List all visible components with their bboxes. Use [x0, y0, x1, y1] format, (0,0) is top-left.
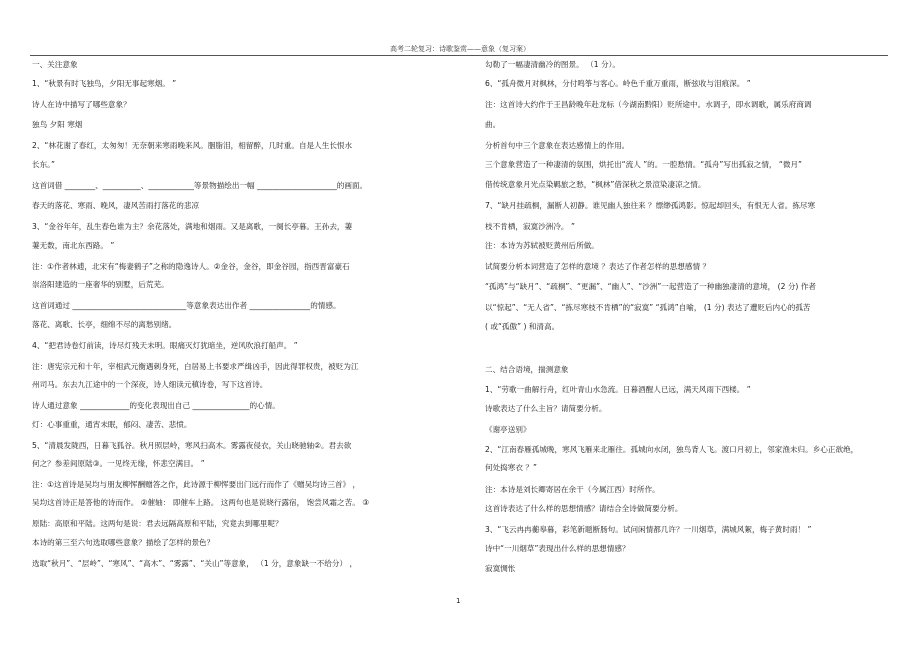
text-line: 借传统意象月光点染羁旅之愁，“枫林”借深秋之景渲染凄凉之情。 — [485, 180, 706, 189]
text-line: 吴均这首诗正是答他的诗而作。 ②催轴： 即催车上路。 这两句也是说晓行露宿， 饱尝风霜之苦。 ③ — [32, 498, 370, 507]
text-line: 5、“清晨发陇西，日暮飞狐谷。秋月照层岭，寒风扫高木。雾露夜侵衣，关山晓驰轴②。君去欲 — [32, 441, 352, 450]
text-line: 寂寞惆怅 — [485, 564, 516, 573]
text-line: 注：本诗为苏轼被贬黄州后所做。 — [485, 241, 599, 250]
text-line: 1、“劳歌一曲解行舟，红叶青山水急流。日暮酒醒人已远，满天风雨下西楼。 ” — [485, 385, 751, 394]
text-line: 三个意象营造了一种凄清的氛围，烘托出“流人 ”的。一腔愁情。“孤舟”写出孤寂之情， “微月” — [485, 160, 802, 169]
text-line: 注：本诗是刘长卿寄居在余干（今属江西）时所作。 — [485, 485, 660, 494]
text-line: 《谢亭送别》 — [485, 425, 531, 434]
text-line: 何处捣寒衣 ？” — [485, 463, 537, 472]
text-line: 萋无数，南北东西路。 ” — [32, 241, 115, 250]
text-line: 3、“飞云冉冉蘅皋暮，彩笔新题断肠句。试问闲情都几许？一川烟草，满城风絮，梅子黄时雨！ ” — [485, 525, 812, 534]
text-line: 注：唐宪宗元和十年，宰相武元衡遇刺身死，白居易上书要求严缉凶手，因此得罪权贵，被贬为江 — [32, 362, 359, 371]
text-line: 曲。 — [485, 120, 501, 129]
text-line: 崇洛阳建造的一座奢华的别墅，后荒芜。 — [32, 280, 169, 289]
page-header: 高考二轮复习：诗歌鉴赏——意象（复习案） — [390, 45, 530, 53]
text-line: 何之？参差间原陆③。一见终无缘，怀悲空满目。 ” — [32, 459, 205, 468]
text-line: 二、结合语境，揣测意象 — [485, 365, 569, 374]
text-line: 灯：心事重重，通宵未眠，郁闷、凄苦、悲愤。 — [32, 420, 192, 429]
text-line: 7、“缺月挂疏桐，漏断人初静。谁见幽人独往来 ？缥缈孤鸿影。惊起却回头，有恨无人省。拣尽寒 — [485, 201, 816, 210]
text-line: 州司马。东去九江途中的一个深夜，诗人细读元稹诗卷，写下这首诗。 — [32, 380, 268, 389]
text-line: 诗歌表达了什么主旨？请简要分析。 — [485, 404, 607, 413]
text-line: 一、关注意象 — [32, 60, 78, 69]
text-line: 4、“把君诗卷灯前读，诗尽灯残天未明。眼痛灭灯犹暗坐，逆风吹浪打船声。 ” — [32, 341, 298, 350]
text-line: 以“惊起”、“无人省”、“拣尽寒枝不肯栖”的“寂寞” “孤鸿”自喻， (1 分) 表达了遭贬后内心的孤苦 — [485, 303, 811, 312]
header-rule — [30, 55, 888, 56]
page-number: 1 — [456, 597, 461, 605]
text-line: 落花、离歌、长亭，细绵不尽的离愁别绪。 — [32, 320, 177, 329]
text-line: 这首词通过 ______________________________等意象表达出作者 ________________的情感。 — [32, 301, 341, 310]
text-line: 2、“江南春雁孤城晚，寒风飞雁来北雁往。孤城向水闭，独鸟背人飞。渡口月初上，邻家渔未归。乡心正欲绝， — [485, 445, 859, 454]
text-line: 2、“林花谢了春红，太匆匆！无奈朝来寒雨晚来风。胭脂泪，相留醉，几时重。自是人生长恨水 — [32, 141, 353, 150]
text-line: 枝不肯栖，寂寞沙洲冷。 ” — [485, 222, 575, 231]
text-line: 诗人通过意象 _____________的变化表现出自己 _______________的心情。 — [32, 401, 280, 410]
text-line: 1、“秋景有时飞独鸟，夕阳无事起寒烟。 ” — [32, 79, 177, 88]
text-line: 3、“金谷年年，乱生春色谁为主？余花落处，满地和烟雨。又是离歌，一阕长亭暮。王孙去，萋 — [32, 222, 353, 231]
text-line: 诗中“一川烟草”表现出什么样的思想情感？ — [485, 544, 630, 553]
text-line: 注：这首诗大约作于王昌龄晚年赴龙标（今湖南黔阳）贬所途中。水调子，即水调歌，属乐府商调 — [485, 100, 812, 109]
text-line: 长东。” — [32, 160, 55, 169]
text-line: 试简要分析本词营造了怎样的意境 ？表达了作者怎样的思想感情 ？ — [485, 262, 711, 271]
text-line: 独鸟 夕阳 寒烟 — [32, 120, 83, 129]
text-line: 原陆：高原和平陆。这两句是说：君去远隔高原和平陆，究竟去到哪里呢？ — [32, 519, 283, 528]
text-line: 选取“秋月”、“层岭”、“寒风”、“高木”、“雾露”、“关山”等意象， （1 分，意象缺一不给分） ， — [32, 559, 358, 568]
text-line: 春天的落花、寒雨、晚风，凄风苦雨打落花的悲凉 — [32, 201, 200, 210]
text-line: 这首词借 ________、__________、____________等景物描绘出一幅 _____________________的画面。 — [32, 181, 368, 190]
text-line: 注：①作者林逋，北宋有“梅妻鹤子”之称的隐逸诗人。②金谷，金谷，即金谷园，指西晋富豪石 — [32, 262, 350, 271]
text-line: 6、“孤舟微月对枫林，分付鸣筝与客心。岭色千重万重雨，断弦收与泪痕深。 ” — [485, 79, 751, 88]
text-line: 诗人在诗中描写了哪些意象？ — [32, 100, 131, 109]
text-line: 勾勒了一幅凄清幽冷的图景。 （1 分）。 — [485, 60, 620, 69]
text-line: 本诗的第三至六句选取哪些意象？描绘了怎样的景色？ — [32, 538, 215, 547]
text-line: “孤鸿”与“缺月”、“疏桐”、“更漏”、“幽人”、“沙洲”一起营造了一种幽独凄清的意境， (2 分) 作者 — [485, 282, 816, 291]
text-line: ( 或“孤傲” ) 和清高。 — [485, 322, 560, 331]
text-line: 注：①这首诗是吴均与朋友柳恽酬赠答之作，此诗源于柳恽要出门远行而作了《赠吴均诗三首》 ， — [32, 480, 361, 489]
text-line: 这首诗表达了什么样的思想情感？请结合全诗做简要分析。 — [485, 504, 683, 513]
text-line: 分析首句中三个意象在表达感情上的作用。 — [485, 141, 630, 150]
